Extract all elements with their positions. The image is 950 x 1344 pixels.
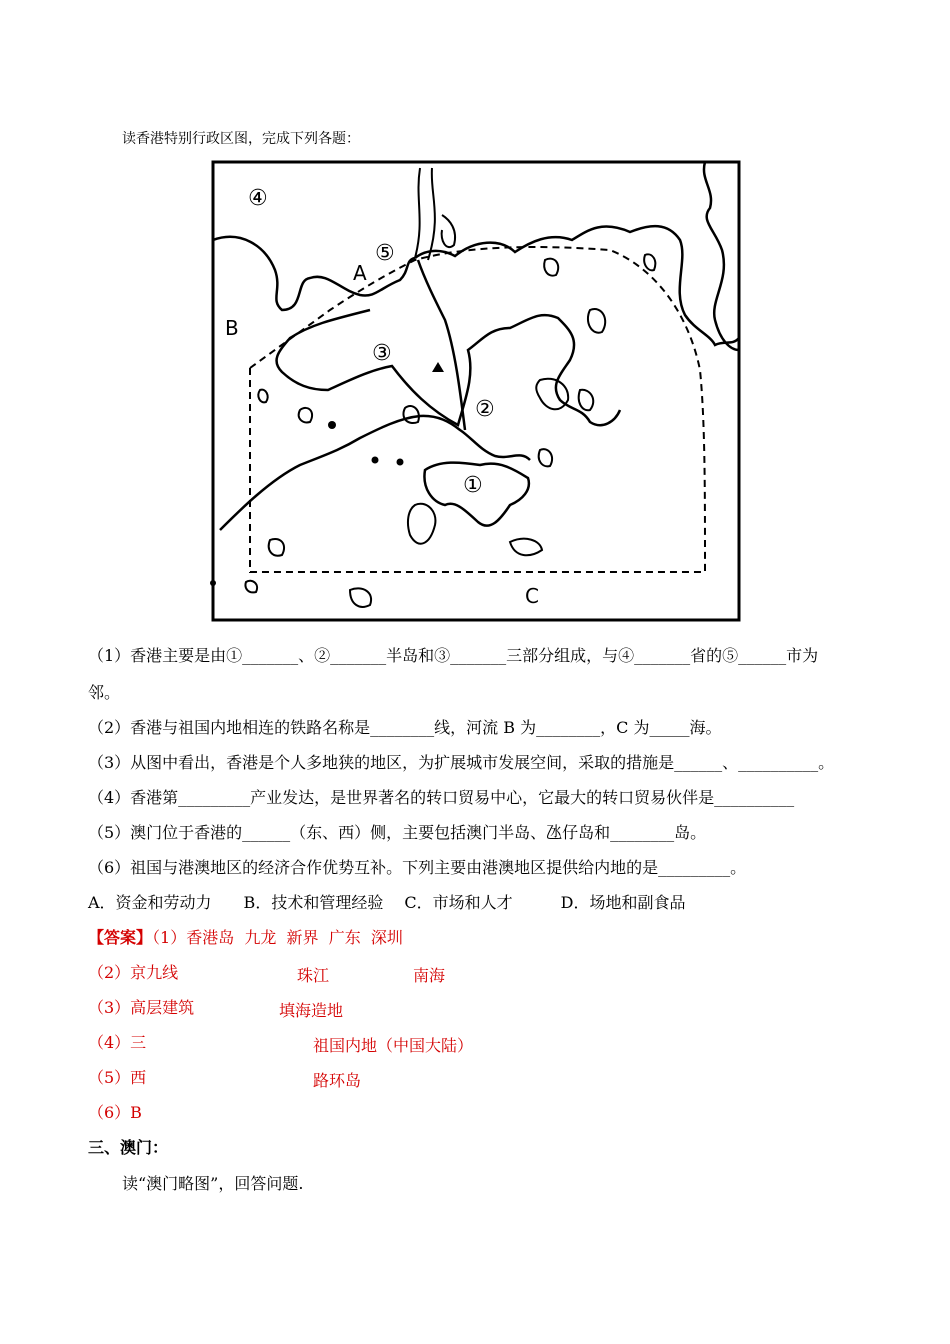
hong-kong-map <box>210 160 742 622</box>
question-5: （5）澳门位于香港的______（东、西）侧，主要包括澳门半岛、氹仔岛和________岛。 <box>88 823 707 842</box>
question-1: （1）香港主要是由①_______、②_______半岛和③_______三部分组成，与④_______省的⑤______市为 <box>88 646 819 665</box>
answer-2-river: 珠江 <box>297 966 330 985</box>
label-1: ① <box>463 473 483 498</box>
label-B: B <box>225 316 239 340</box>
answer-4: （4）三 <box>88 1033 147 1052</box>
question-2: （2）香港与祖国内地相连的铁路名称是________线，河流 B 为________，C 为_____海。 <box>88 718 722 737</box>
label-5: ⑤ <box>375 241 395 266</box>
intro-text: 读香港特别行政区图，完成下列各题： <box>122 131 360 147</box>
section-3-title: 三、澳门： <box>88 1138 169 1157</box>
answer-tag: 【答案】 <box>88 928 153 947</box>
answer-2-sea: 南海 <box>413 966 446 985</box>
label-C: C <box>525 584 539 608</box>
label-A: A <box>353 261 367 285</box>
answer-line-1 <box>88 928 403 948</box>
map-frame <box>213 162 739 620</box>
answer-2: （2）京九线 <box>88 963 179 982</box>
answer-5: （5）西 <box>88 1068 147 1087</box>
label-4: ④ <box>248 186 268 211</box>
answer-1: （1）香港岛 九龙 新界 广东 深圳 <box>152 928 403 947</box>
section-3-prompt: 读“澳门略图”，回答问题. <box>122 1174 304 1193</box>
label-3: ③ <box>372 341 392 366</box>
question-1-cont: 邻。 <box>88 683 121 702</box>
options: A．资金和劳动力 B．技术和管理经验 C．市场和人才 D．场地和副食品 <box>88 893 686 912</box>
answer-5-b: 路环岛 <box>313 1071 362 1090</box>
answer-6: （6）B <box>88 1103 142 1122</box>
label-2: ② <box>475 397 495 422</box>
question-4: （4）香港第_________产业发达，是世界著名的转口贸易中心，它最大的转口贸易伙伴是__________ <box>88 788 795 807</box>
answer-4-b: 祖国内地（中国大陆） <box>313 1036 474 1055</box>
question-6: （6）祖国与港澳地区的经济合作优势互补。下列主要由港澳地区提供给内地的是_________。 <box>88 858 747 877</box>
answer-3-b: 填海造地 <box>279 1001 344 1020</box>
question-3: （3）从图中看出，香港是个人多地狭的地区，为扩展城市发展空间，采取的措施是______、__________。 <box>88 753 835 772</box>
answer-3: （3）高层建筑 <box>88 998 195 1017</box>
